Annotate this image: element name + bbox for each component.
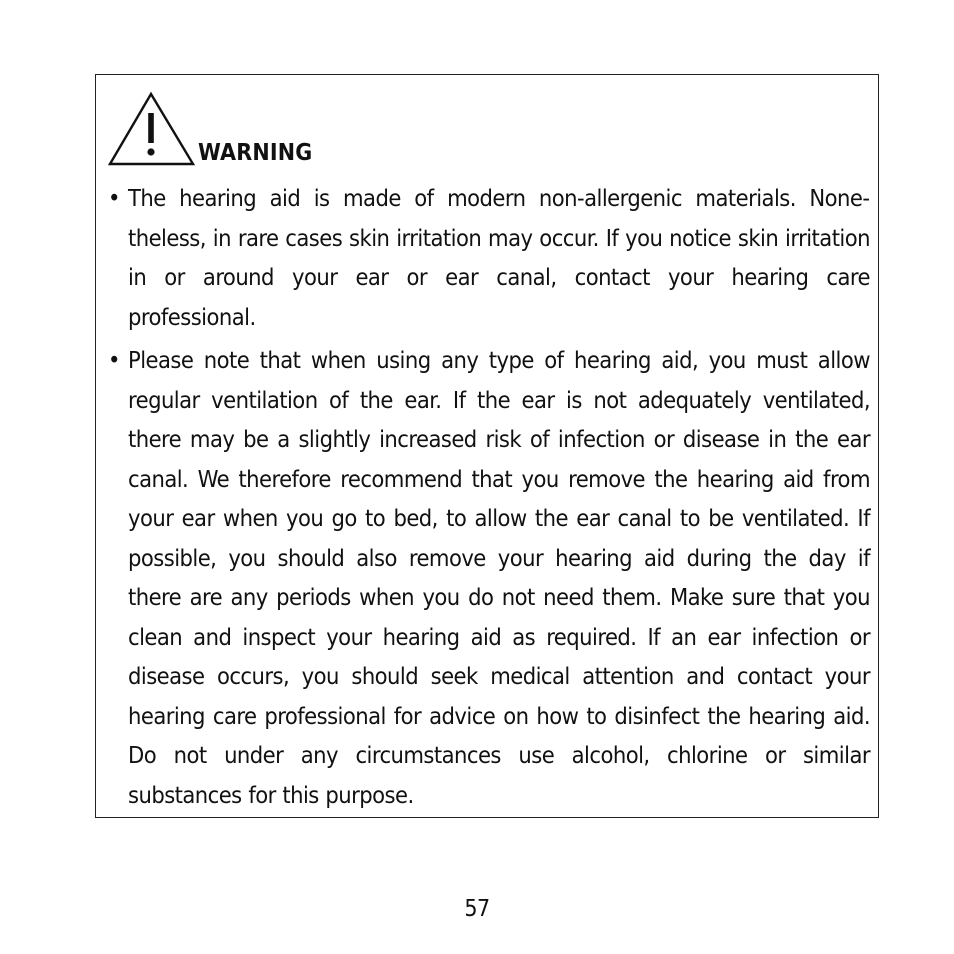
bullet: • [108,346,120,374]
warning-item-text: Please note that when using any type of hearing aid, you must allow regular ventilation of the ear. If the ear is not adequately ventilated, there may be a slightly increased risk of infection or disease in the ear canal. We therefore recommend that you remove the hearing aid from your ear when you go to bed, to allow the ear canal to be ventilated. If possible, you should also remove your hearing aid during the day if there are any periods when you do not need them. Make sure that you clean and inspect your hearing aid as required. If an ear infection or disease occurs, you should seek medical attention and contact your hearing care professional for advice on how to disinfect the hearing aid. Do not under any circumstances use alcohol, chlorine or similar substances for this purpose. [128,346,870,809]
warning-triangle-icon [108,91,196,167]
page-number: 57 [464,896,490,922]
list-item [108,341,870,815]
warning-box [95,74,879,818]
warning-item-text: The hearing aid is made of modern non-allergenic materials. Nonetheless, in rare cases skin irritation may occur. If you notice skin irritation in or around your ear or ear canal, contact your hearing care professional. [128,184,870,331]
warning-title: WARNING [198,140,313,166]
warning-list [108,179,870,815]
list-item [108,179,870,337]
bullet: • [108,184,120,212]
warning-header [108,91,312,167]
